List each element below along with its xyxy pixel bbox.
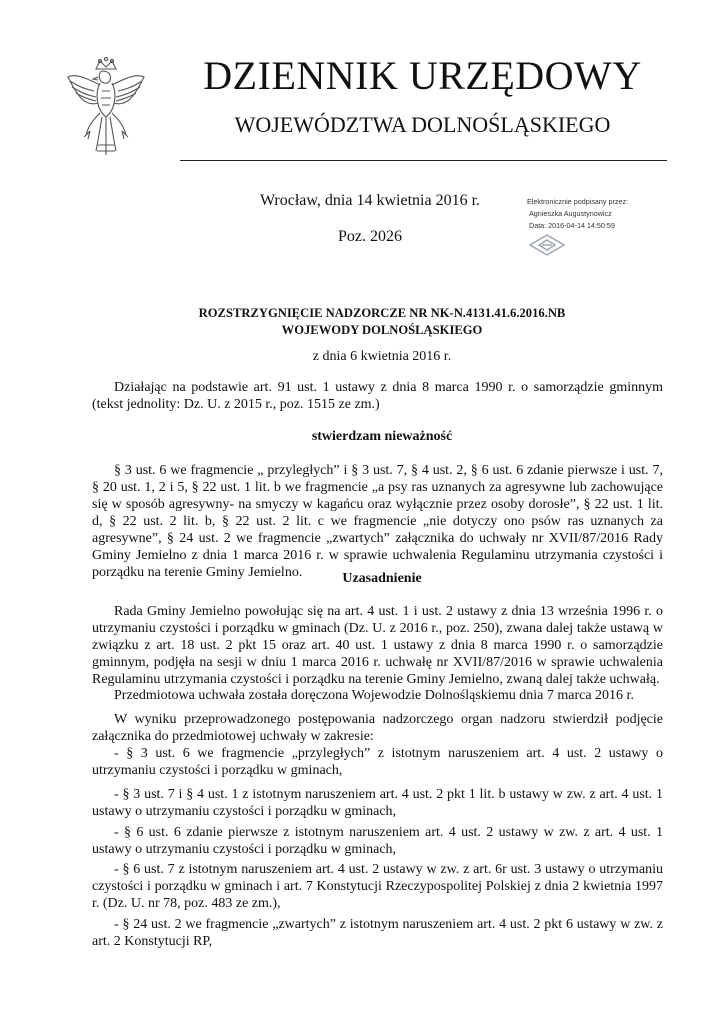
electronic-signature [527,196,707,232]
decision-title-line2: WOJEWODY DOLNOŚLĄSKIEGO [281,323,483,337]
verdict-heading: stwierdzam nieważność [311,429,453,444]
violation-list-item: - § 24 ust. 2 we fragmencie „zwartych” z istotnym naruszeniem art. 4 ust. 2 pkt 6 ustawy w zw. z art. 2 Konstytucji RP, [92,917,663,949]
decision-date: z dnia 6 kwietnia 2016 r. [312,349,452,364]
signature-signer: Agnieszka Augustynowicz [529,209,612,218]
justification-paragraph: W wyniku przeprowadzonego postępowania nadzorczego organ nadzoru stwierdził podjęcie załącznika do przedmiotowej uchwały w zakresie: [92,712,663,744]
violation-list-item: - § 3 ust. 7 i § 4 ust. 1 z istotnym naruszeniem art. 4 ust. 2 pkt 1 lit. b ustawy w zw. z art. 4 ust. 1 ustawy o utrzymaniu czystości i porządku w gminach, [92,787,663,819]
legal-basis-paragraph: Działając na podstawie art. 91 ust. 1 ustawy z dnia 8 marca 1990 r. o samorządzie gminnym (tekst jednolity: Dz. U. z 2015 r., poz. 1515 ze zm.) [92,380,663,412]
journal-subtitle: WOJEWÓDZTWA DOLNOŚLĄSKIEGO [234,112,611,137]
signature-label: Elektronicznie podpisany przez: [527,197,629,206]
justification-paragraph: Przedmiotowa uchwała została doręczona Wojewodzie Dolnośląskiemu dnia 7 marca 2016 r. [114,688,634,703]
position-number: Poz. 2026 [338,228,402,245]
violation-list-item: - § 6 ust. 6 zdanie pierwsze z istotnym naruszeniem art. 4 ust. 2 ustawy w zw. z art. 4 ust. 1 ustawy o utrzymaniu czystości i porządku w gminach, [92,825,663,857]
journal-title: DZIENNIK URZĘDOWY [203,53,642,98]
verdict-body: § 3 ust. 6 we fragmencie „ przyległych” i § 3 ust. 7, § 4 ust. 2, § 6 ust. 6 zdanie pierwsze i ust. 7, § 20 ust. 1, 2 i 5, § 22 ust. 1 lit. b we fragmencie „a psy ras uznanych za agresywne lub zachowujące się w sposób agresywny- na smyczy w kagańcu oraz wyłącznie przez osoby dorosłe”, § 22 ust. 1 lit. d, § 22 ust. 2 lit. b, § 22 ust. 2 lit. c we fragmencie „nie dotyczy ono psów ras uznanych za agresywne”, § 24 ust. 2 we fragmencie „zwartych” załącznika do uchwały nr XVII/87/2016 Rady Gminy Jemielno z dnia 1 marca 2016 r. w sprawie uchwalenia Regulaminu utrzymania czystości i porządku na terenie Gminy Jemielno. [92,463,663,580]
justification-heading: Uzasadnienie [342,571,422,586]
violation-list-item: - § 6 ust. 7 z istotnym naruszeniem art. 4 ust. 2 ustawy w zw. z art. 6r ust. 3 ustawy o utrzymaniu czystości i porządku w gminach i art. 7 Konstytucji Rzeczypospolitej Polskiej z dnia 2 kwietnia 1997 r. (Dz. U. nr 78, poz. 483 ze zm.), [92,862,663,911]
violation-list-item: - § 3 ust. 6 we fragmencie „przyległych” z istotnym naruszeniem art. 4 ust. 2 ustawy o utrzymaniu czystości i porządku w gminach, [92,746,663,778]
justification-paragraph: Rada Gminy Jemielno powołując się na art. 4 ust. 1 i ust. 2 ustawy z dnia 13 września 1996 r. o utrzymaniu czystości i porządku w gminach (Dz. U. z 2016 r., poz. 250), zwana dalej także ustawą w związku z art. 18 ust. 2 pkt 15 oraz art. 40 ust. 1 ustawy z dnia 8 marca 1990 r. o samorządzie gminnym, podjęła na sesji w dniu 1 marca 2016 r. uchwałę nr XVII/87/2016 w sprawie uchwalenia Regulaminu utrzymania czystości i porządku na terenie Gminy Jemielno, zwaną dalej także uchwałą. [92,604,663,687]
signature-stamp-icon [528,233,566,257]
publication-date: Wrocław, dnia 14 kwietnia 2016 r. [259,192,481,209]
polish-eagle-emblem-icon [62,55,150,160]
decision-title-line1: ROZSTRZYGNIĘCIE NADZORCZE NR NK-N.4131.41.6.2016.NB [198,306,566,320]
header-divider [180,160,667,161]
signature-date: Data: 2016-04-14 14:50:59 [529,221,615,230]
